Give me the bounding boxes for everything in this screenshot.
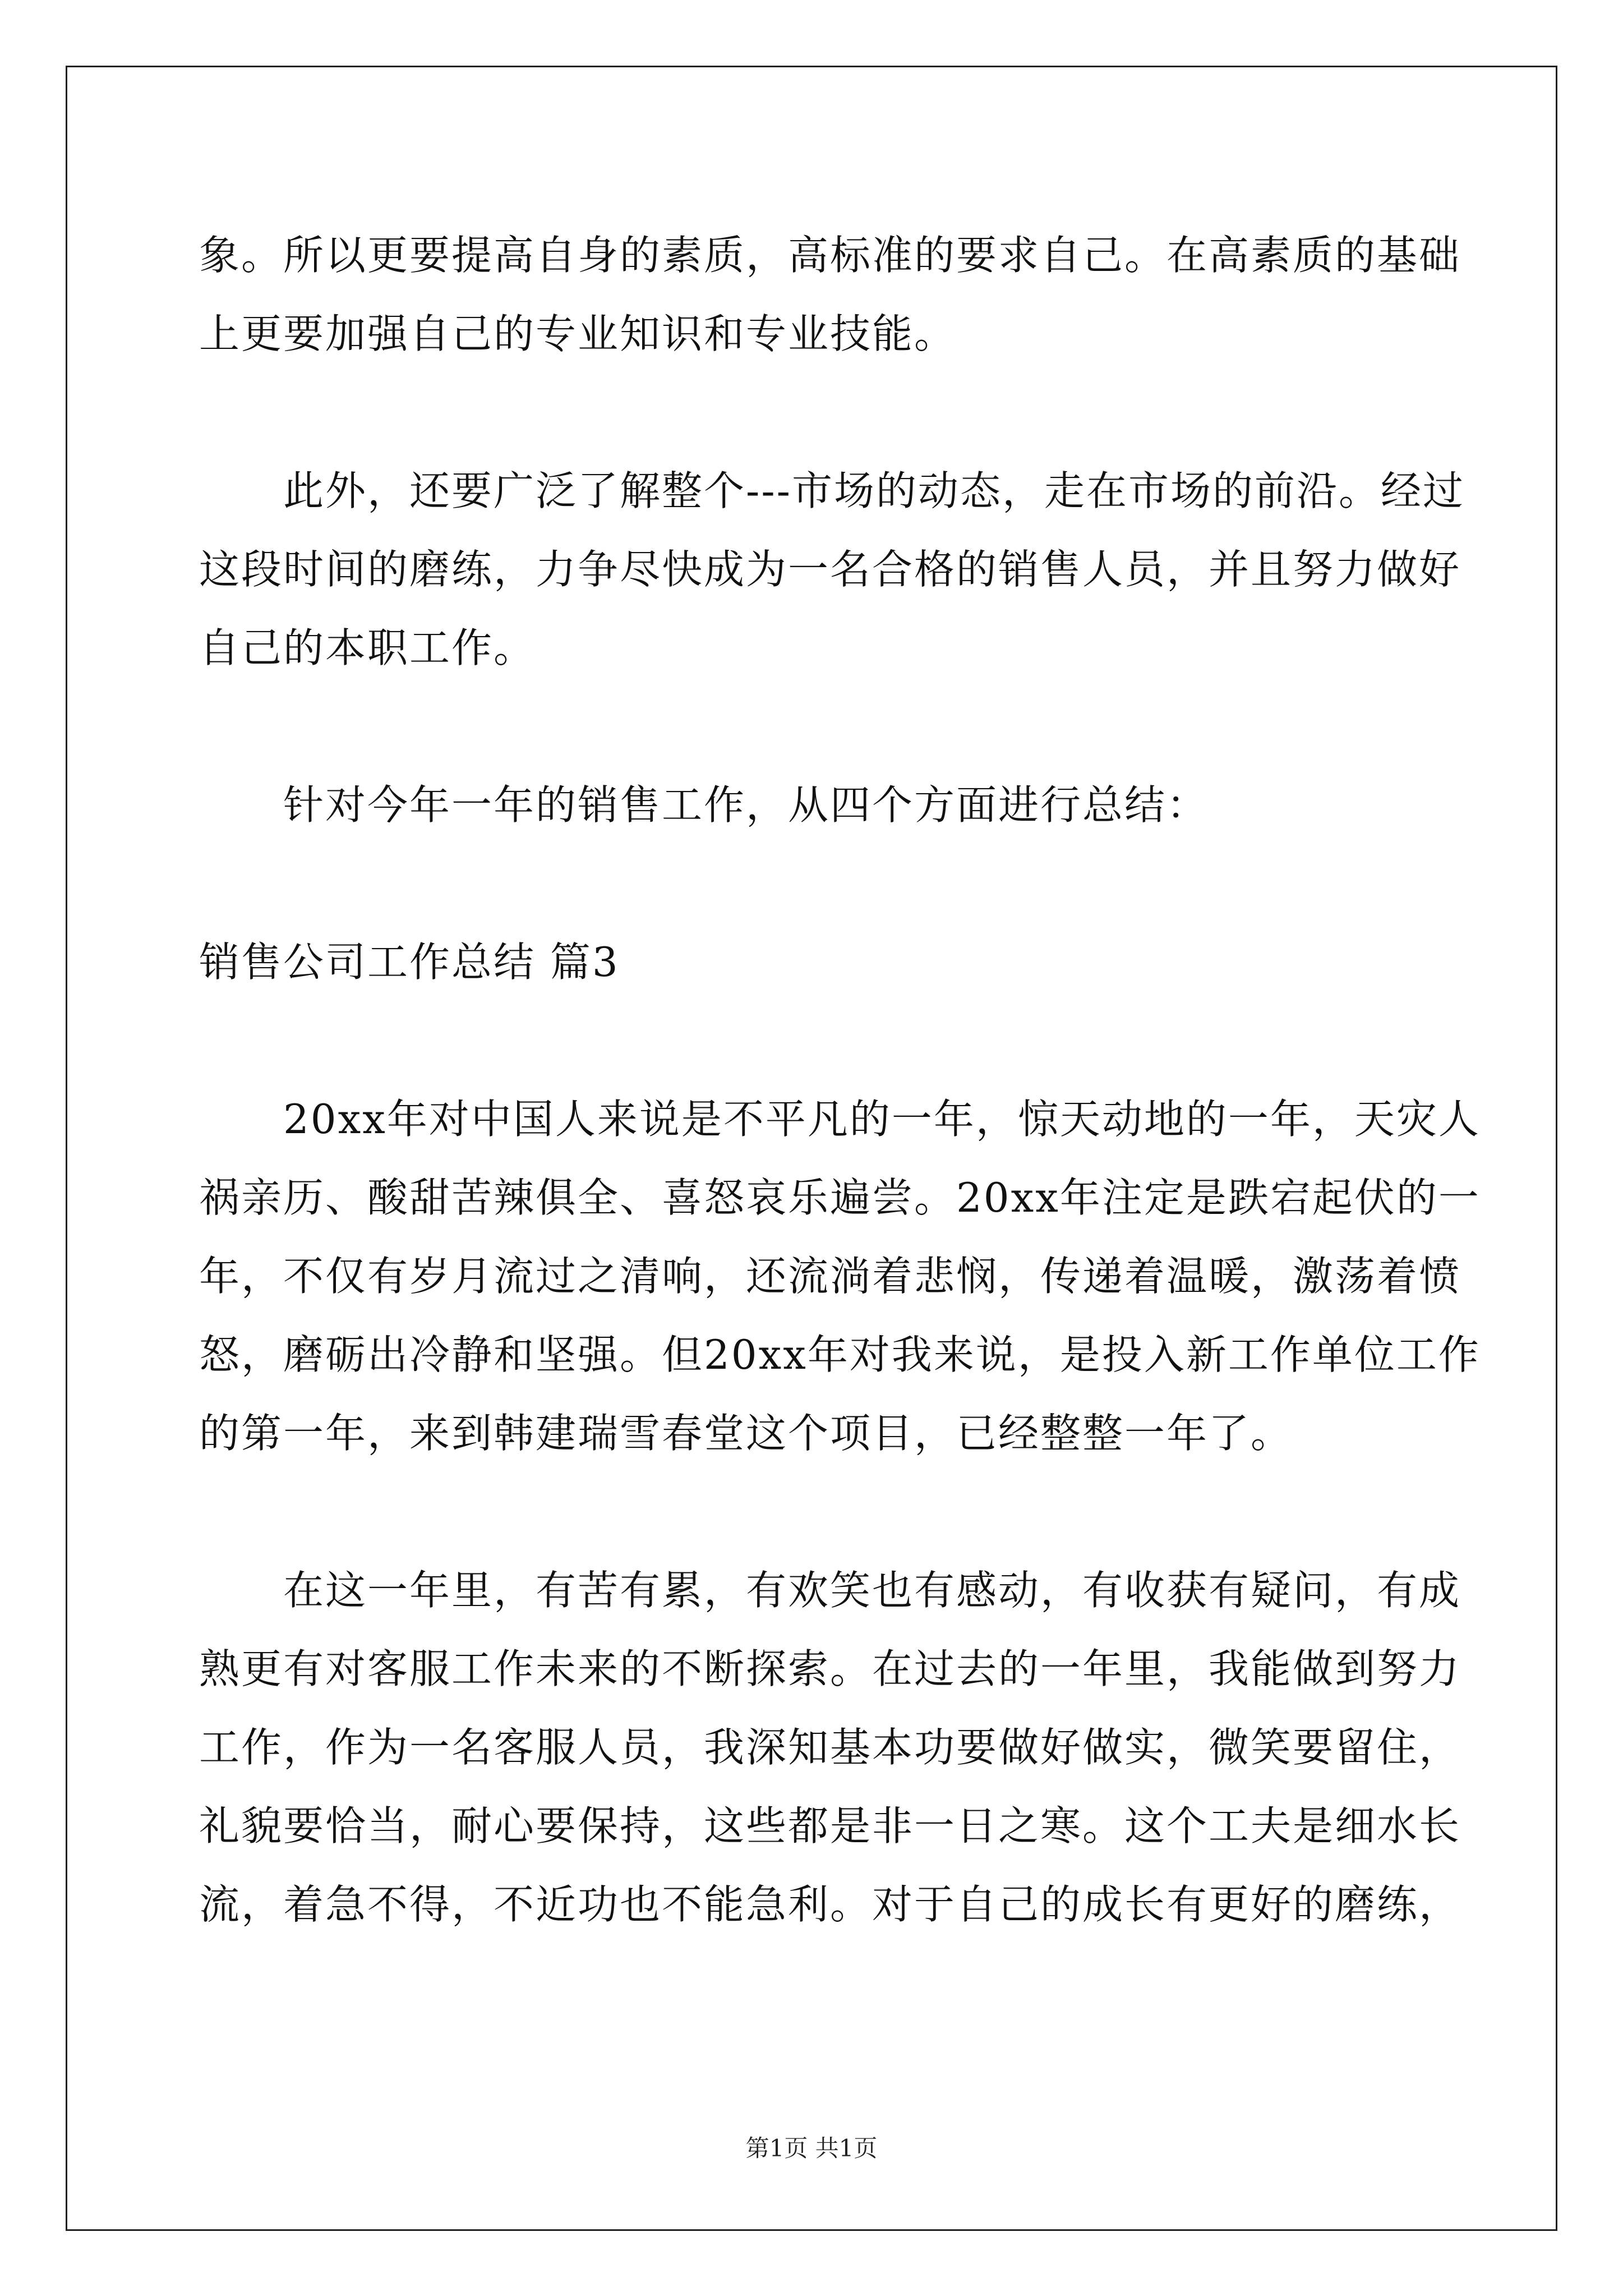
text-line: 针对今年一年的销售工作，从四个方面进行总结： xyxy=(283,781,1209,829)
text-line: 熟更有对客服工作未来的不断探索。在过去的一年里，我能做到努力 xyxy=(199,1645,1461,1692)
text-line: 工作，作为一名客服人员，我深知基本功要做好做实，微笑要留住， xyxy=(199,1724,1461,1771)
text-line: 在这一年里，有苦有累，有欢笑也有感动，有收获有疑问，有成 xyxy=(283,1567,1461,1614)
paragraph-gap xyxy=(199,1473,1433,1551)
paragraph-gap xyxy=(199,844,1433,923)
text-line: 的第一年，来到韩建瑞雪春堂这个项目，已经整整一年了。 xyxy=(199,1410,1293,1457)
text-line: 自己的本职工作。 xyxy=(199,624,536,671)
paragraph-gap xyxy=(199,1001,1433,1080)
page-footer: 第1页 共1页 xyxy=(745,2134,878,2162)
text-line: 祸亲历、酸甜苦辣俱全、喜怒哀乐遍尝。20xx年注定是跌宕起伏的一 xyxy=(199,1174,1481,1221)
text-line: 象。所以更要提高自身的素质，高标准的要求自己。在高素质的基础 xyxy=(199,232,1461,279)
paragraph-gap xyxy=(199,687,1433,766)
document-body xyxy=(199,216,1481,1944)
text-line: 20xx年对中国人来说是不平凡的一年，惊天动地的一年，天灾人 xyxy=(283,1096,1481,1143)
paragraph-gap xyxy=(199,373,1433,452)
text-line: 流，着急不得，不近功也不能急利。对于自己的成长有更好的磨练， xyxy=(199,1881,1461,1928)
section-heading: 销售公司工作总结 篇3 xyxy=(199,938,620,986)
text-line: 礼貌要恰当，耐心要保持，这些都是非一日之寒。这个工夫是细水长 xyxy=(199,1802,1461,1849)
text-line: 此外，还要广泛了解整个---市场的动态，走在市场的前沿。经过 xyxy=(283,467,1465,514)
text-line: 上更要加强自己的专业知识和专业技能。 xyxy=(199,310,957,357)
text-line: 年，不仅有岁月流过之清响，还流淌着悲悯，传递着温暖，激荡着愤 xyxy=(199,1253,1461,1300)
text-line: 怒，磨砺出冷静和坚强。但20xx年对我来说，是投入新工作单位工作 xyxy=(199,1331,1481,1378)
text-line: 这段时间的磨练，力争尽快成为一名合格的销售人员，并且努力做好 xyxy=(199,546,1461,593)
